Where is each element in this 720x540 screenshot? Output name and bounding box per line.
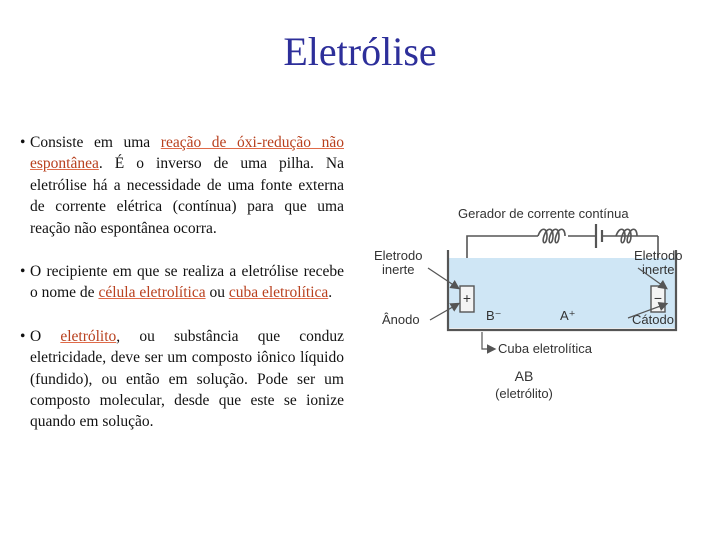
bullet-3-text-a: O — [30, 327, 61, 345]
electrolysis-diagram-svg — [366, 196, 706, 416]
anion-label: B⁻ — [486, 308, 502, 323]
bullet-2-text-c: . — [328, 284, 333, 302]
page-title: Eletrólise — [283, 29, 437, 74]
cation-label: A⁺ — [560, 308, 576, 323]
left-electrode-label-1: Eletrodo — [374, 248, 423, 263]
cell-label: Cuba eletrolítica — [498, 341, 592, 356]
generator-label: Gerador de corrente contínua — [458, 206, 629, 221]
bullet-list — [20, 132, 344, 455]
anode-label: Ânodo — [382, 312, 420, 327]
bullet-3-text-b: , ou substância que conduz eletricidade, deve ser um composto iônico líquido (fundido), ou então em solução. Pode ser um composto molecular, desde que este se ionize quando em solução. — [30, 327, 344, 431]
bullet-dot: • — [20, 263, 26, 281]
right-electrode-label-2: inerte — [642, 262, 675, 277]
bullet-1-highlight: reação de óxi-redução não espontânea — [30, 134, 344, 173]
bullet-2-highlight-a: célula eletrolítica — [98, 284, 206, 302]
bullet-2-text-a: O recipiente em que se realiza a eletrólise recebe o nome de — [30, 263, 344, 302]
bullet-item — [20, 132, 344, 239]
bullet-item — [20, 261, 344, 304]
bullet-1-text-b: . É o inverso de uma pilha. Na eletrólise há a necessidade de uma fonte externa de corrente elétrica (contínua) para que uma reação não espontânea ocorra. — [30, 155, 344, 237]
left-electrode-label-2: inerte — [382, 262, 415, 277]
electrolyte-name: (eletrólito) — [495, 386, 553, 401]
electrolysis-diagram — [366, 196, 706, 416]
plus-sign: + — [462, 290, 472, 306]
bullet-3-highlight: eletrólito — [60, 327, 117, 345]
cathode-label: Cátodo — [632, 312, 674, 327]
bullet-2-text-b: ou — [205, 284, 229, 302]
bullet-item — [20, 326, 344, 433]
electrolyte-formula: AB — [514, 368, 534, 384]
bullet-2-highlight-b: cuba eletrolítica — [228, 284, 329, 302]
bullet-1-text-a: Consiste em uma — [30, 134, 161, 151]
cell-arrow — [482, 332, 494, 349]
minus-sign: − — [653, 290, 663, 306]
right-electrode-label-1: Eletrodo — [634, 248, 683, 263]
bullet-dot: • — [20, 134, 26, 151]
bullet-dot: • — [20, 327, 26, 345]
